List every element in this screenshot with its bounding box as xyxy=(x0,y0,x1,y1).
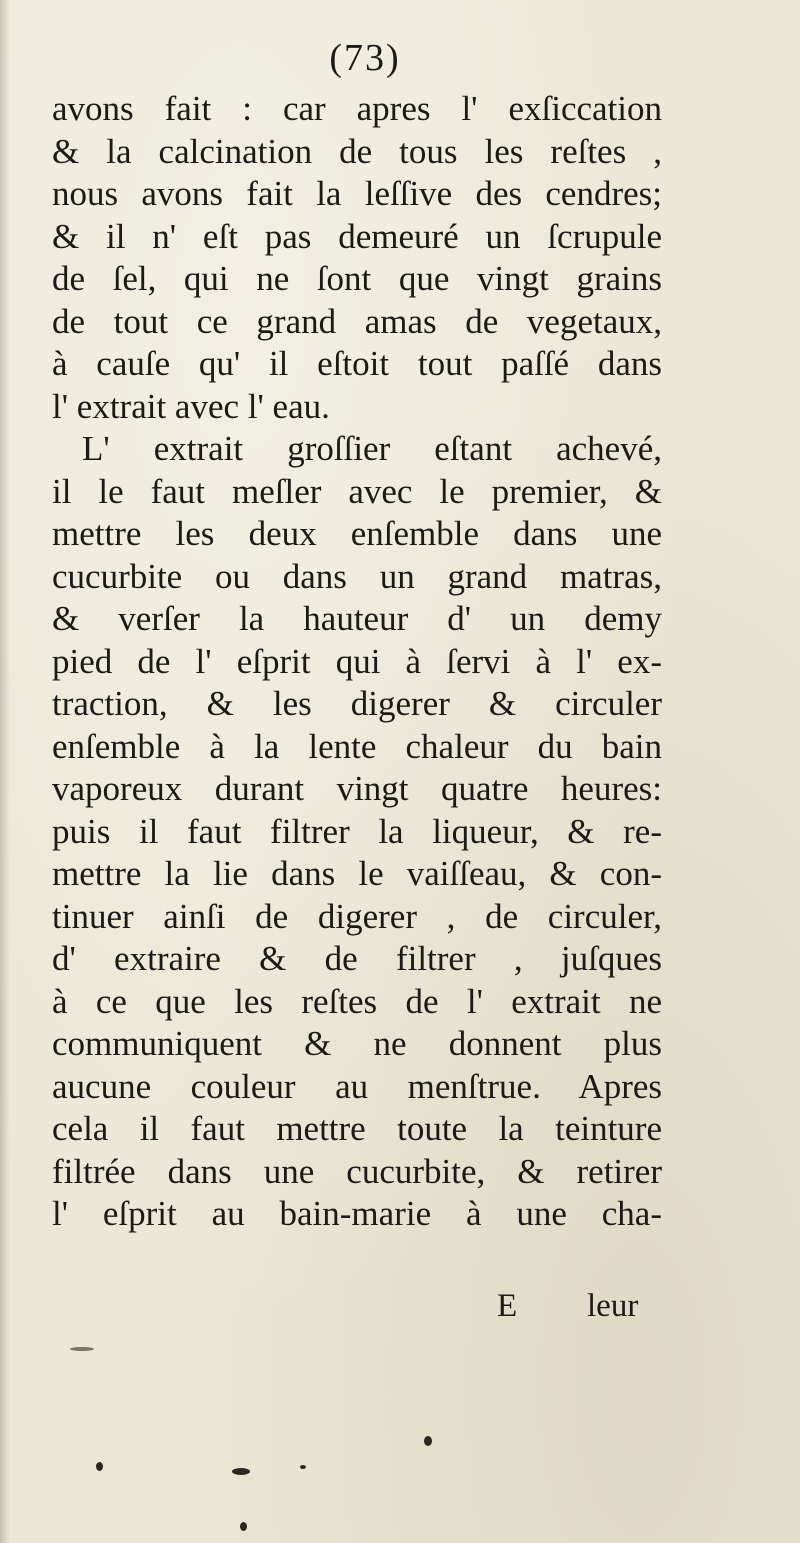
text-line: avons fait : car apres l' exſiccation xyxy=(52,89,662,128)
text-line: d' extraire & de filtrer , juſques xyxy=(52,939,662,978)
text-line: il le faut meſler avec le premier, & xyxy=(52,471,662,511)
ink-speck xyxy=(300,1465,306,1469)
ink-speck xyxy=(232,1468,250,1475)
text-line: & verſer la hauteur d' un demy xyxy=(52,599,662,638)
text-line: cucurbite ou dans un grand matras, xyxy=(52,556,662,596)
page-footer xyxy=(52,1288,662,1338)
page-number: (73) xyxy=(329,37,401,79)
text-line: l' eſprit au bain-marie à une cha- xyxy=(52,1194,662,1233)
ink-speck xyxy=(424,1436,432,1446)
text-line: de ſel, qui ne ſont que vingt grains xyxy=(52,259,662,298)
text-line: & la calcination de tous les reſtes , xyxy=(52,131,662,171)
signature-mark: E xyxy=(497,1288,518,1324)
ink-speck xyxy=(96,1462,103,1471)
text-line: aucune couleur au menſtrue. Apres xyxy=(52,1066,662,1106)
text-line: cela il faut mettre toute la teinture xyxy=(52,1109,662,1148)
text-line: puis il faut filtrer la liqueur, & re- xyxy=(52,811,662,851)
text-line: traction, & les digerer & circuler xyxy=(52,684,662,723)
text-line: vaporeux durant vingt quatre heures: xyxy=(52,769,662,808)
text-line: pied de l' eſprit qui à ſervi à l' ex- xyxy=(52,641,662,681)
text-line: l' extrait avec l' eau. xyxy=(52,386,330,426)
catchword: leur xyxy=(587,1288,639,1324)
ink-speck xyxy=(240,1522,247,1531)
page-edge-shadow xyxy=(0,0,10,1543)
text-line: à cauſe qu' il eſtoit tout paſſé dans xyxy=(52,344,662,383)
text-line: communiquent & ne donnent plus xyxy=(52,1024,662,1063)
text-line: filtrée dans une cucurbite, & retirer xyxy=(52,1151,662,1191)
text-line: nous avons fait la leſſive des cendres; xyxy=(52,174,662,213)
text-line: à ce que les reſtes de l' extrait ne xyxy=(52,981,662,1021)
text-line-paragraph-start: L' extrait groſſier eſtant achevé, xyxy=(82,429,662,468)
text-line: mettre la lie dans le vaiſſeau, & con- xyxy=(52,854,662,893)
text-line: mettre les deux enſemble dans une xyxy=(52,514,662,553)
text-line: tinuer ainſi de digerer , de circuler, xyxy=(52,896,662,936)
ink-speck xyxy=(70,1347,94,1351)
text-line: de tout ce grand amas de vegetaux, xyxy=(52,301,662,341)
body-text xyxy=(52,88,662,1236)
text-line: & il n' eſt pas demeuré un ſcrupule xyxy=(52,216,662,256)
text-line: enſemble à la lente chaleur du bain xyxy=(52,726,662,766)
